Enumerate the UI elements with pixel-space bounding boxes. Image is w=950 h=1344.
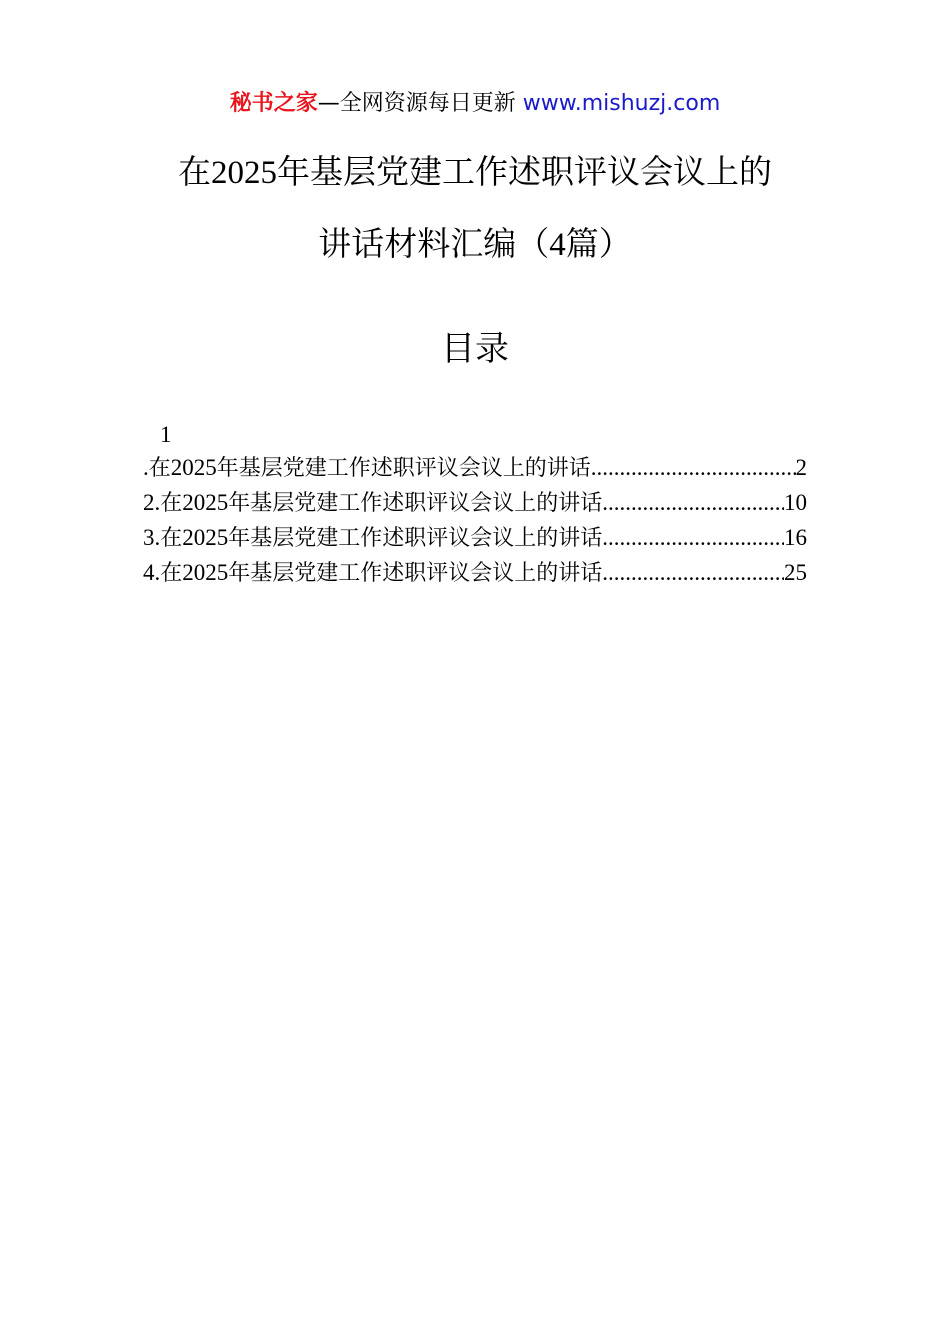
toc-entry-title-a: 在 bbox=[160, 561, 183, 586]
title-year: 2025 bbox=[211, 155, 277, 191]
toc-entry-year: 2025 bbox=[182, 490, 229, 515]
title-count: 4 bbox=[549, 227, 566, 263]
toc-entry-year: 2025 bbox=[182, 525, 229, 550]
toc-page-number: 10 bbox=[784, 490, 807, 515]
site-brand: 秘书之家 bbox=[229, 91, 318, 116]
document-title-line-2 bbox=[0, 222, 950, 267]
site-header bbox=[0, 88, 950, 120]
toc-heading: 目录 bbox=[441, 329, 509, 369]
toc-entry-title-a: 在 bbox=[160, 491, 183, 516]
toc-entry-2[interactable] bbox=[143, 485, 807, 520]
toc-entry-title-a: 在 bbox=[148, 456, 171, 481]
toc-entry-3[interactable] bbox=[143, 520, 807, 555]
toc-dot-leader bbox=[591, 450, 796, 485]
title-line2-suffix: 篇） bbox=[565, 224, 632, 263]
toc-entry-1[interactable] bbox=[143, 450, 807, 485]
toc-dot-leader bbox=[602, 485, 784, 520]
toc-entry-prefix: 3. bbox=[143, 525, 161, 550]
toc-entry-title-a: 在 bbox=[160, 526, 183, 551]
toc-entry-prefix: . bbox=[143, 455, 149, 480]
toc-entry-title-b: 年基层党建工作述职评议会议上的讲话 bbox=[216, 456, 591, 481]
toc-entry-title bbox=[160, 485, 602, 521]
toc-entry-prefix: 2. bbox=[143, 490, 161, 515]
toc-dot-leader bbox=[602, 555, 784, 590]
toc-entry-title-b: 年基层党建工作述职评议会议上的讲话 bbox=[228, 561, 603, 586]
toc-entry-4[interactable] bbox=[143, 555, 807, 590]
toc-entry-title-b: 年基层党建工作述职评议会议上的讲话 bbox=[228, 491, 603, 516]
toc-page-number: 16 bbox=[784, 525, 807, 550]
toc-entry-number: 1 bbox=[160, 422, 172, 447]
toc-page-number: 25 bbox=[784, 560, 807, 585]
site-tagline: —全网资源每日更新 bbox=[317, 91, 516, 116]
title-line2-prefix: 讲话材料汇编（ bbox=[318, 224, 550, 263]
toc-entry-title-b: 年基层党建工作述职评议会议上的讲话 bbox=[228, 526, 603, 551]
title-rest: 年基层党建工作述职评议会议上的 bbox=[277, 152, 772, 191]
toc-entry-title bbox=[160, 555, 602, 591]
toc-dot-leader bbox=[602, 520, 784, 555]
document-title-line-1 bbox=[0, 150, 950, 195]
toc-page-number: 2 bbox=[795, 455, 807, 480]
toc-entry-year: 2025 bbox=[182, 560, 229, 585]
toc-entry-title bbox=[160, 520, 602, 556]
toc-entry-year: 2025 bbox=[170, 455, 217, 480]
toc-entry-title bbox=[149, 450, 591, 486]
title-prefix: 在 bbox=[178, 152, 211, 191]
toc-entry-prefix: 4. bbox=[143, 560, 161, 585]
table-of-contents bbox=[143, 420, 807, 590]
site-url-link[interactable]: www.mishuzj.com bbox=[522, 91, 721, 116]
